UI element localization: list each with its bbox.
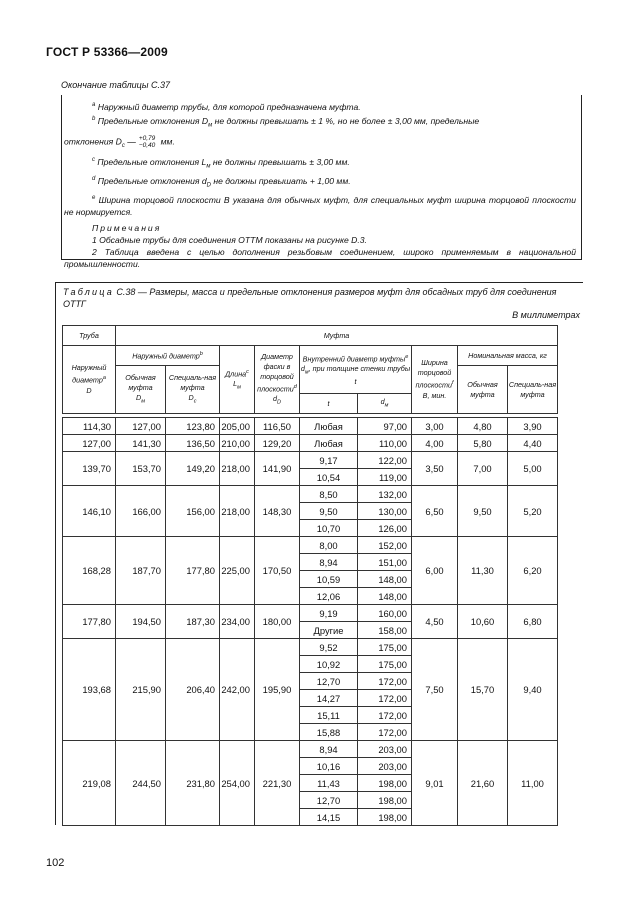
table-row — [63, 435, 558, 452]
table-cell: 148,30 — [255, 486, 300, 537]
table-cell: 152,00 — [358, 537, 412, 554]
table-cell: 242,00 — [220, 639, 255, 741]
table-cell: 205,00 — [220, 418, 255, 435]
table-cell: 206,40 — [166, 639, 220, 741]
table-caption: Таблица С.38 — Размеры, масса и предельные отклонения размеров муфт для обсадных труб для соединения ОТТГ — [63, 287, 557, 309]
table-row — [63, 452, 558, 469]
table-cell: 177,80 — [63, 605, 116, 639]
table-cell: 110,00 — [358, 435, 412, 452]
table-cell: Любая — [300, 418, 358, 435]
table-cell: 21,60 — [458, 741, 508, 826]
table-cell: 139,70 — [63, 452, 116, 486]
table-cell: 141,30 — [116, 435, 166, 452]
table-cell: 146,10 — [63, 486, 116, 537]
table-cell: 10,16 — [300, 758, 358, 775]
table-cell: 11,00 — [508, 741, 558, 826]
table-cell: 218,00 — [220, 486, 255, 537]
table-cell: 221,30 — [255, 741, 300, 826]
table-cell: 5,20 — [508, 486, 558, 537]
table-continuation-caption: Окончание таблицы С.37 — [61, 80, 170, 90]
header-wall-thickness: t — [300, 394, 358, 414]
table-cell: 4,80 — [458, 418, 508, 435]
table-cell: 123,80 — [166, 418, 220, 435]
table-cell: 119,00 — [358, 469, 412, 486]
table-cell: 166,00 — [116, 486, 166, 537]
table-cell: 122,00 — [358, 452, 412, 469]
table-cell: 14,15 — [300, 809, 358, 826]
table-cell: 198,00 — [358, 792, 412, 809]
table-cell: 11,30 — [458, 537, 508, 605]
table-cell: 14,27 — [300, 690, 358, 707]
table-row — [63, 741, 558, 758]
table-cell: 15,11 — [300, 707, 358, 724]
table-cell: 9,19 — [300, 605, 358, 622]
table-cell: 97,00 — [358, 418, 412, 435]
table-cell: 15,88 — [300, 724, 358, 741]
table-cell: 215,90 — [116, 639, 166, 741]
header-inner-dm: $d_м$ — [358, 394, 412, 414]
table-cell: 3,00 — [412, 418, 458, 435]
table-cell: 210,00 — [220, 435, 255, 452]
table-cell: 219,08 — [63, 741, 116, 826]
table-cell: 231,80 — [166, 741, 220, 826]
table-cell: 151,00 — [358, 554, 412, 571]
header-regular-mass: Обычная муфта — [458, 366, 508, 414]
table-cell: 9,40 — [508, 639, 558, 741]
table-cell: 187,70 — [116, 537, 166, 605]
page-number: 102 — [46, 857, 65, 869]
table-cell: 149,20 — [166, 452, 220, 486]
table-cell: 148,00 — [358, 588, 412, 605]
footnote-e: $^e$ Ширина торцовой плоскости В указана для обычных муфт, для специальных муфт ширина торцовой плоскости не нормируется. — [64, 194, 576, 217]
header-chamfer-diameter: Диаметр фаски в торцовой плоскости$^d$ $d_D$ — [255, 346, 300, 414]
header-pipe: Труба — [63, 326, 116, 346]
table-cell: 3,50 — [412, 452, 458, 486]
table-row — [63, 537, 558, 554]
table-cell: 172,00 — [358, 724, 412, 741]
table-cell: 6,80 — [508, 605, 558, 639]
table-cell: 10,54 — [300, 469, 358, 486]
table-cell: 127,00 — [116, 418, 166, 435]
table-cell: 7,50 — [412, 639, 458, 741]
table-row — [63, 486, 558, 503]
table-cell: 160,00 — [358, 605, 412, 622]
table-cell: 116,50 — [255, 418, 300, 435]
table-cell: 4,40 — [508, 435, 558, 452]
table-row — [63, 418, 558, 435]
table-cell: 148,00 — [358, 571, 412, 588]
table-cell: 7,00 — [458, 452, 508, 486]
remark-2: 2 Таблица введена с целью дополнения резьбовым соединением, широко применяемым в национальной промышленности. — [64, 247, 576, 270]
table-cell: 9,17 — [300, 452, 358, 469]
header-outer-diameter: Наружный диаметр$^b$ — [116, 346, 220, 366]
table-cell: 175,00 — [358, 639, 412, 656]
footnote-d: $^d$ Предельные отклонения $d_D$ не должны превышать + 1,00 мм. — [92, 175, 351, 189]
table-cell: 12,70 — [300, 792, 358, 809]
table-units: В миллиметрах — [512, 310, 580, 320]
table-cell: 9,50 — [458, 486, 508, 537]
table-cell: 5,00 — [508, 452, 558, 486]
header-special-coupling: Специаль-ная муфта $D_с$ — [166, 366, 220, 414]
table-cell: 10,92 — [300, 656, 358, 673]
table-cell: 8,94 — [300, 741, 358, 758]
table-cell: 172,00 — [358, 690, 412, 707]
coupling-dimensions-table — [62, 325, 558, 826]
table-cell: 254,00 — [220, 741, 255, 826]
table-cell: 126,00 — [358, 520, 412, 537]
table-cell: 6,50 — [412, 486, 458, 537]
table-cell: 10,59 — [300, 571, 358, 588]
remark-1: 1 Обсадные трубы для соединения ОТТМ показаны на рисунке D.3. — [92, 235, 367, 246]
table-cell: 4,00 — [412, 435, 458, 452]
table-cell: 6,00 — [412, 537, 458, 605]
table-footnotes — [64, 99, 576, 271]
table-cell: 12,70 — [300, 673, 358, 690]
table-cell: Любая — [300, 435, 358, 452]
table-cell: 158,00 — [358, 622, 412, 639]
table-cell: 9,50 — [300, 503, 358, 520]
table-cell: 11,43 — [300, 775, 358, 792]
table-cell: 6,20 — [508, 537, 558, 605]
footnote-b-cont: отклонения $D_с$ — +0,79 −0,40 мм. — [64, 134, 175, 149]
table-cell: 153,70 — [116, 452, 166, 486]
table-cell: 177,80 — [166, 537, 220, 605]
table-cell: 187,30 — [166, 605, 220, 639]
table-cell: 194,50 — [116, 605, 166, 639]
table-cell: 156,00 — [166, 486, 220, 537]
table-cell: 172,00 — [358, 673, 412, 690]
table-cell: 4,50 — [412, 605, 458, 639]
footnote-a: $^a$ Наружный диаметр трубы, для которой предназначена муфта. — [92, 101, 361, 112]
header-face-width: Ширина торцовой плоскости$^f$ В, мин. — [412, 346, 458, 414]
table-row — [63, 639, 558, 656]
document-header: ГОСТ Р 53366—2009 — [46, 45, 168, 59]
header-inner-diameter: Внутренний диаметр муфты$^e$ $d_м$, при толщине стенки трубы t — [300, 346, 412, 394]
table-cell: 172,00 — [358, 707, 412, 724]
table-cell: 130,00 — [358, 503, 412, 520]
table-cell: 132,00 — [358, 486, 412, 503]
table-cell: 198,00 — [358, 809, 412, 826]
table-cell: 203,00 — [358, 758, 412, 775]
header-length: Длина$^c$ $L_м$ — [220, 346, 255, 414]
table-cell: 180,00 — [255, 605, 300, 639]
table-cell: 168,28 — [63, 537, 116, 605]
table-cell: 141,90 — [255, 452, 300, 486]
table-cell: 129,20 — [255, 435, 300, 452]
table-cell: 5,80 — [458, 435, 508, 452]
table-cell: 244,50 — [116, 741, 166, 826]
table-cell: 193,68 — [63, 639, 116, 741]
table-cell: Другие — [300, 622, 358, 639]
table-cell: 175,00 — [358, 656, 412, 673]
table-cell: 203,00 — [358, 741, 412, 758]
table-row — [63, 605, 558, 622]
header-regular-coupling: Обычная муфта $D_м$ — [116, 366, 166, 414]
remarks-title: Примечания — [92, 222, 162, 233]
table-cell: 8,94 — [300, 554, 358, 571]
header-pipe-outer-diameter: Наружный диаметр$^a$ D — [63, 346, 116, 414]
table-cell: 8,50 — [300, 486, 358, 503]
table-cell: 198,00 — [358, 775, 412, 792]
footnote-b: $^b$ Предельные отклонения $D_м$ не должны превышать ± 1 %, но не более ± 3,00 мм, предельные — [92, 115, 480, 129]
table-cell: 9,01 — [412, 741, 458, 826]
table-cell: 12,06 — [300, 588, 358, 605]
table-cell: 225,00 — [220, 537, 255, 605]
header-nominal-mass: Номинальная масса, кг — [458, 346, 558, 366]
table-cell: 15,70 — [458, 639, 508, 741]
table-cell: 3,90 — [508, 418, 558, 435]
table-cell: 8,00 — [300, 537, 358, 554]
header-coupling: Муфта — [116, 326, 558, 346]
table-cell: 114,30 — [63, 418, 116, 435]
table-cell: 195,90 — [255, 639, 300, 741]
table-cell: 136,50 — [166, 435, 220, 452]
header-special-mass: Специаль-ная муфта — [508, 366, 558, 414]
table-cell: 234,00 — [220, 605, 255, 639]
table-cell: 170,50 — [255, 537, 300, 605]
table-cell: 10,60 — [458, 605, 508, 639]
table-body — [63, 418, 558, 826]
table-cell: 9,52 — [300, 639, 358, 656]
footnote-c: $^c$ Предельные отклонения $L_м$ не должны превышать ± 3,00 мм. — [92, 156, 350, 170]
table-cell: 218,00 — [220, 452, 255, 486]
table-cell: 10,70 — [300, 520, 358, 537]
table-cell: 127,00 — [63, 435, 116, 452]
